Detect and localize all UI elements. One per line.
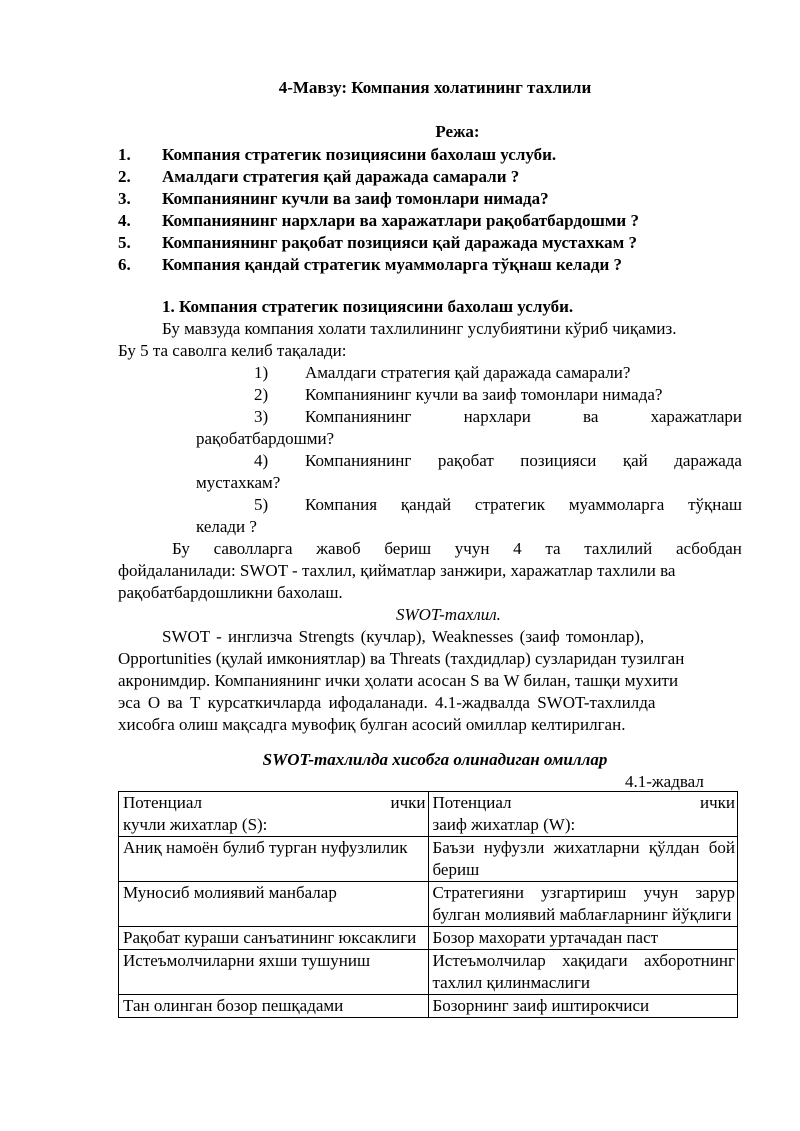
weakness-cell: Стратегияни узгартириш учун зарур булган молиявий маблағларнинг йўқлиги xyxy=(428,882,738,927)
header-strengths: Потенциал ички кучли жихатлар (S): xyxy=(119,792,429,837)
weakness-cell: Баъзи нуфузли жихатларни қўлдан бой бериш xyxy=(428,837,738,882)
paragraph-line: хисобга олиш мақсадга мувофиқ булган асосий омиллар келтирилган. xyxy=(118,715,626,734)
paragraph-line: Opportunities (қулай имкониятлар) ва Threats (тахдидлар) сузларидан тузилган xyxy=(118,649,685,668)
document-page: 4-Мавзу: Компания холатининг тахлили Режа: 1. Компания стратегик позициясини бахолаш услуби. 2. Амалдаги стратегия қай даражада самарали ? 3. Компаниянинг кучли ва заиф томонлари нимада? 4. Компаниянинг нархлари ва харажатлари рақобатбардошми ? 5. Компаниянинг рақобат позицияси қай даражада мустахкам ? 6. Компания қандай стратегик муаммоларга тўқнаш келади ? 1. Компания стратегик позициясини бахолаш услуби. Бу мавзуда компания холати тахлилининг услубиятини кўриб чиқамиз. Бу 5 та саволга келиб тақалади: 1) Амалдаги стратегия қай даражада самарали? 2) Компаниянинг кучли ва заиф томонлари нимада? 3) Компаниянинг нархлари ва харажатлари рақобатбардошми? 4) Компаниянинг рақобат позицияси қай даражада мустахкам? 5) Компания қандай стратегик муаммоларга тўқнаш келади ? Бу саволларга жавоб бериш учун 4 та тахлилий асбобдан фойдаланилади: SWOT - тахлил, қийматлар занжири, харажатлар тахлили ва рақобатбардошликни бахолаш. SWOT-тахлил. SWOT - инглизча Strengts (кучлар), Weaknesses (заиф томонлар), Opportunities (қулай имкониятлар) ва Threats (тахдидлар) сузларидан тузилган акронимдир. Компаниянинг ички ҳолати асосан S ва W билан, ташқи мухити эса О ва Т курсаткичларда ифодаланади. 4.1-жадвалда SWOT-тахлилда хисобга олиш мақсадга мувофиқ булган асосий омиллар келтирилган. SWOT-тахлилда хисобга олинадиган омиллар 4.1-жадвал Потенциал ички кучли жихатлар (S): Потенциал ички заиф жихатлар (W): Аниқ намоён булиб турган нуфузлилик Баъзи нуфузли жихатларни қўлдан бой бериш Муносиб молиявий манбалар Стратегияни узгартириш учун зарур булган молиявий маблағларнинг йўқлиги Рақобат кураши санъатининг юксаклиги Бозор махорати уртачадан паст Истеъмолчиларни яхши тушуниш Истеъмолчилар хақидаги ахборотнинг тахлил қилинмаслиги Тан олинган бозор пешқадами Бозорнинг заиф иштирокчиси xyxy=(0,0,800,1131)
paragraph-line: эса О ва Т курсаткичларда ифодаланади. 4.1-жадвалда SWOT-тахлилда xyxy=(118,693,656,712)
question-continuation: мустахкам? xyxy=(196,473,281,492)
paragraph-line: Бу 5 та саволга келиб тақалади: xyxy=(118,341,347,360)
strength-cell: Истеъмолчиларни яхши тушуниш xyxy=(119,950,429,995)
strength-cell: Муносиб молиявий манбалар xyxy=(119,882,429,927)
swot-table xyxy=(118,791,738,1018)
weakness-cell: Бозор махорати уртачадан паст xyxy=(428,927,738,950)
weakness-cell: Бозорнинг заиф иштирокчиси xyxy=(428,995,738,1018)
strength-cell: Рақобат кураши санъатининг юксаклиги xyxy=(119,927,429,950)
table-row xyxy=(119,950,738,995)
question-continuation: келади ? xyxy=(196,517,257,536)
table-row xyxy=(119,995,738,1018)
table-row xyxy=(119,837,738,882)
question-continuation: рақобатбардошми? xyxy=(196,429,335,448)
paragraph-line: акронимдир. Компаниянинг ички ҳолати асосан S ва W билан, ташқи мухити xyxy=(118,671,679,690)
table-row xyxy=(119,882,738,927)
paragraph-line: Бу саволларга жавоб бериш учун 4 та тахлилий асбобдан xyxy=(172,539,742,558)
section-heading: 1. Компания стратегик позициясини бахолаш услуби. xyxy=(162,297,574,316)
paragraph-line: Бу мавзуда компания холати тахлилининг услубиятини кўриб чиқамиз. xyxy=(162,319,677,338)
header-weaknesses: Потенциал ички заиф жихатлар (W): xyxy=(428,792,738,837)
paragraph-line: фойдаланилади: SWOT - тахлил, қийматлар занжири, харажатлар тахлили ва xyxy=(118,561,676,580)
paragraph-line: рақобатбардошликни бахолаш. xyxy=(118,583,343,602)
swot-subtitle: SWOT-тахлил. xyxy=(396,605,501,624)
plan-heading: Режа: xyxy=(435,122,480,141)
paragraph-line: SWOT - инглизча Strengts (кучлар), Weaknesses (заиф томонлар), xyxy=(162,627,645,646)
table-number: 4.1-жадвал xyxy=(625,772,704,791)
table-caption: SWOT-тахлилда хисобга олинадиган омиллар xyxy=(262,750,608,769)
strength-cell: Аниқ намоён булиб турган нуфузлилик xyxy=(119,837,429,882)
weakness-cell: Истеъмолчилар хақидаги ахборотнинг тахлил қилинмаслиги xyxy=(428,950,738,995)
strength-cell: Тан олинган бозор пешқадами xyxy=(119,995,429,1018)
table-header-row xyxy=(119,792,738,837)
table-row xyxy=(119,927,738,950)
page-title: 4-Мавзу: Компания холатининг тахлили xyxy=(278,78,592,97)
